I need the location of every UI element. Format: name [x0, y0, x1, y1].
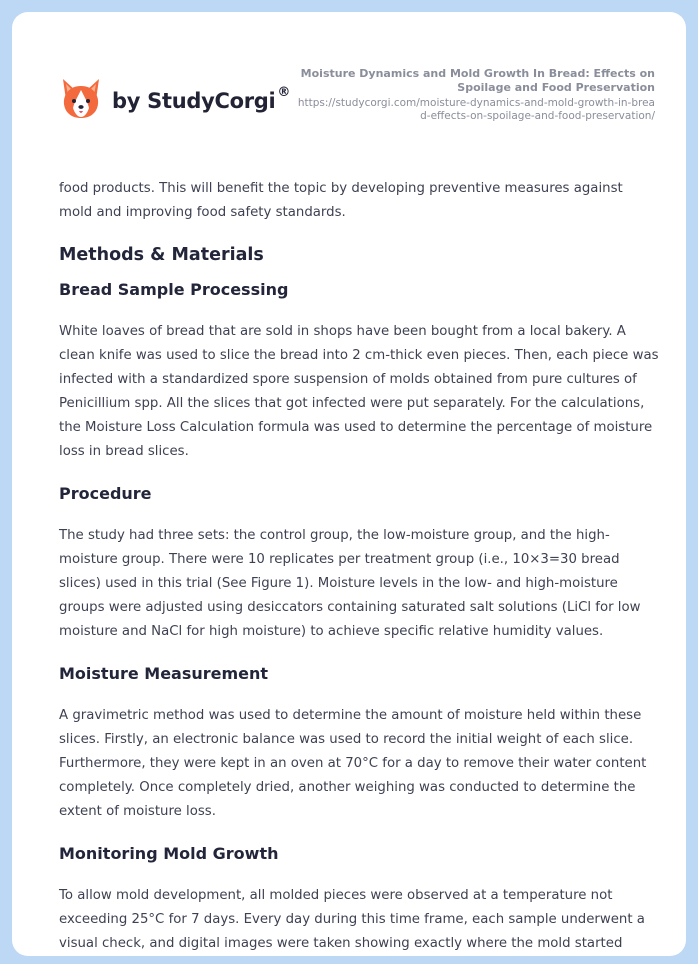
document-title: Moisture Dynamics and Mold Growth In Bread: Effects on Spoilage and Food Preservation	[300, 67, 655, 94]
section-heading: Methods & Materials	[59, 245, 264, 265]
document-info	[295, 67, 655, 123]
studycorgi-logo[interactable]	[60, 76, 290, 122]
document-url[interactable]: https://studycorgi.com/moisture-dynamics-and-mold-growth-in-bread-effects-on-spoilage-and-food-preservation/	[297, 97, 655, 122]
subsection-paragraph: To allow mold development, all molded pieces were observed at a temperature not exceeding 25°C for 7 days. Every day during this time frame, each sample underwent a visual check, and digital images were taken showing exactly where the mold started	[59, 888, 645, 951]
article-body	[59, 177, 659, 956]
subsection-heading: Procedure	[59, 484, 152, 503]
intro-paragraph: food products. This will benefit the topic by developing preventive measures against mold and improving food safety standards.	[59, 181, 623, 220]
subsection-paragraph: White loaves of bread that are sold in shops have been bought from a local bakery. A clean knife was used to slice the bread into 2 cm-thick even pieces. Then, each piece was infected with a standardized spore suspension of molds obtained from pure cultures of Penicillium spp. All the slices that got infected were put separately. For the calculations, the Moisture Loss Calculation formula was used to determine the percentage of moisture loss in bread slices.	[59, 324, 659, 459]
subsection-paragraph: A gravimetric method was used to determine the amount of moisture held within these slices. Firstly, an electronic balance was used to record the initial weight of each slice. Furthermore, they were kept in an oven at 70°C for a day to remove their water content completely. Once completely dried, another weighing was conducted to determine the extent of moisture loss.	[59, 708, 647, 819]
registered-mark: ®	[277, 85, 291, 100]
subsection-heading: Bread Sample Processing	[59, 280, 289, 299]
brand-text: by StudyCorgi	[112, 89, 276, 113]
subsection-heading: Monitoring Mold Growth	[59, 844, 279, 863]
brand-name	[112, 85, 291, 113]
document-page	[12, 12, 686, 956]
subsection-paragraph: The study had three sets: the control group, the low-moisture group, and the high-moisture group. There were 10 replicates per treatment group (i.e., 10×3=30 bread slices) used in this trial (See Figure 1). Moisture levels in the low- and high-moisture groups were adjusted using desiccators containing saturated salt solutions (LiCl for low moisture and NaCl for high moisture) to achieve specific relative humidity values.	[59, 528, 641, 639]
corgi-icon	[60, 76, 102, 122]
subsection-heading: Moisture Measurement	[59, 664, 269, 683]
page-header	[12, 12, 686, 162]
